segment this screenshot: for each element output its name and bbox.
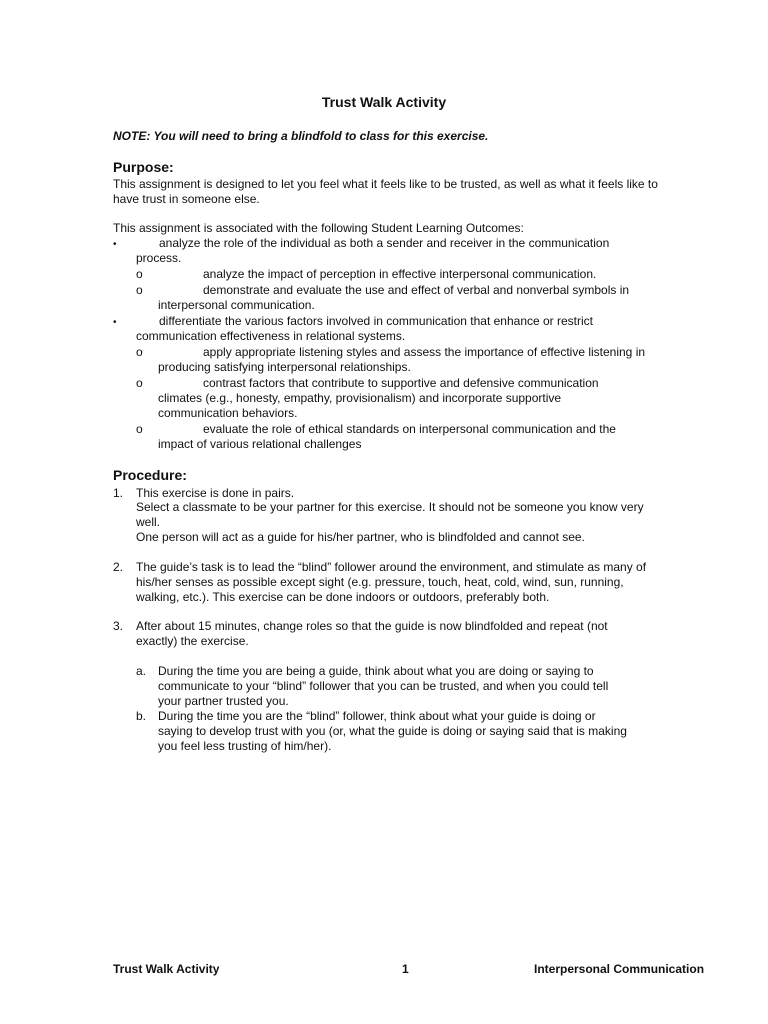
substep-letter: a.	[136, 664, 147, 678]
outcome-subitem: analyze the impact of perception in effective interpersonal communication.	[203, 267, 597, 281]
note-text: NOTE: You will need to bring a blindfold to class for this exercise.	[113, 129, 489, 143]
step-text: One person will act as a guide for his/her partner, who is blindfolded and cannot see.	[136, 530, 585, 544]
sub-bullet-marker: o	[136, 422, 143, 436]
step-number: 2.	[113, 560, 124, 574]
bullet-marker: •	[113, 239, 117, 250]
procedure-heading: Procedure:	[113, 467, 187, 483]
sub-bullet-marker: o	[136, 267, 143, 281]
step-text: Select a classmate to be your partner for this exercise. It should not be someone you know very well.	[136, 500, 644, 529]
step-number: 3.	[113, 619, 124, 633]
outcome-subitem: demonstrate and evaluate the use and effect of verbal and nonverbal symbols in interpersonal communication.	[158, 283, 630, 312]
footer-page-number: 1	[402, 962, 409, 976]
outcome-subitem: evaluate the role of ethical standards on interpersonal communication and the impact of various relational challenges	[158, 422, 616, 451]
step-text: This exercise is done in pairs.	[136, 486, 295, 500]
sub-bullet-marker: o	[136, 283, 143, 297]
sub-bullet-marker: o	[136, 376, 143, 390]
footer-right: Interpersonal Communication	[534, 962, 705, 976]
bullet-marker: •	[113, 317, 117, 328]
purpose-heading: Purpose:	[113, 159, 174, 175]
substep-text: During the time you are the “blind” follower, think about what your guide is doing or saying to develop trust with you (or, what the guide is doing or saying said that is making you feel less trusting of him/her).	[158, 709, 627, 753]
step-number: 1.	[113, 486, 124, 500]
document-title: Trust Walk Activity	[321, 94, 447, 110]
footer-left: Trust Walk Activity	[113, 962, 220, 976]
outcome-item: differentiate the various factors involved in communication that enhance or restrict communication effectiveness in relational systems.	[136, 314, 594, 343]
step-text: The guide’s task is to lead the “blind” follower around the environment, and stimulate as many of his/her senses as possible except sight (e.g. pressure, touch, heat, cold, wind, sun, running, walking, etc.). This exercise can be done indoors or outdoors, preferably both.	[136, 560, 647, 604]
outcomes-intro: This assignment is associated with the following Student Learning Outcomes:	[113, 221, 524, 235]
outcome-subitem: apply appropriate listening styles and assess the importance of effective listening in producing satisfying interpersonal relationships.	[158, 345, 646, 374]
outcome-subitem: contrast factors that contribute to supportive and defensive communication climates (e.g., honesty, empathy, provisionalism) and incorporate supportive communication behaviors.	[158, 376, 599, 420]
substep-text: During the time you are being a guide, think about what you are doing or saying to communicate to your “blind” follower that you can be trusted, and when you could tell your partner trusted you.	[158, 664, 609, 708]
sub-bullet-marker: o	[136, 345, 143, 359]
purpose-paragraph: This assignment is designed to let you feel what it feels like to be trusted, as well as what it feels like to have trust in someone else.	[113, 177, 658, 206]
substep-letter: b.	[136, 709, 147, 723]
step-text: After about 15 minutes, change roles so that the guide is now blindfolded and repeat (not exactly) the exercise.	[136, 619, 608, 648]
outcome-item: analyze the role of the individual as both a sender and receiver in the communication process.	[136, 236, 610, 265]
